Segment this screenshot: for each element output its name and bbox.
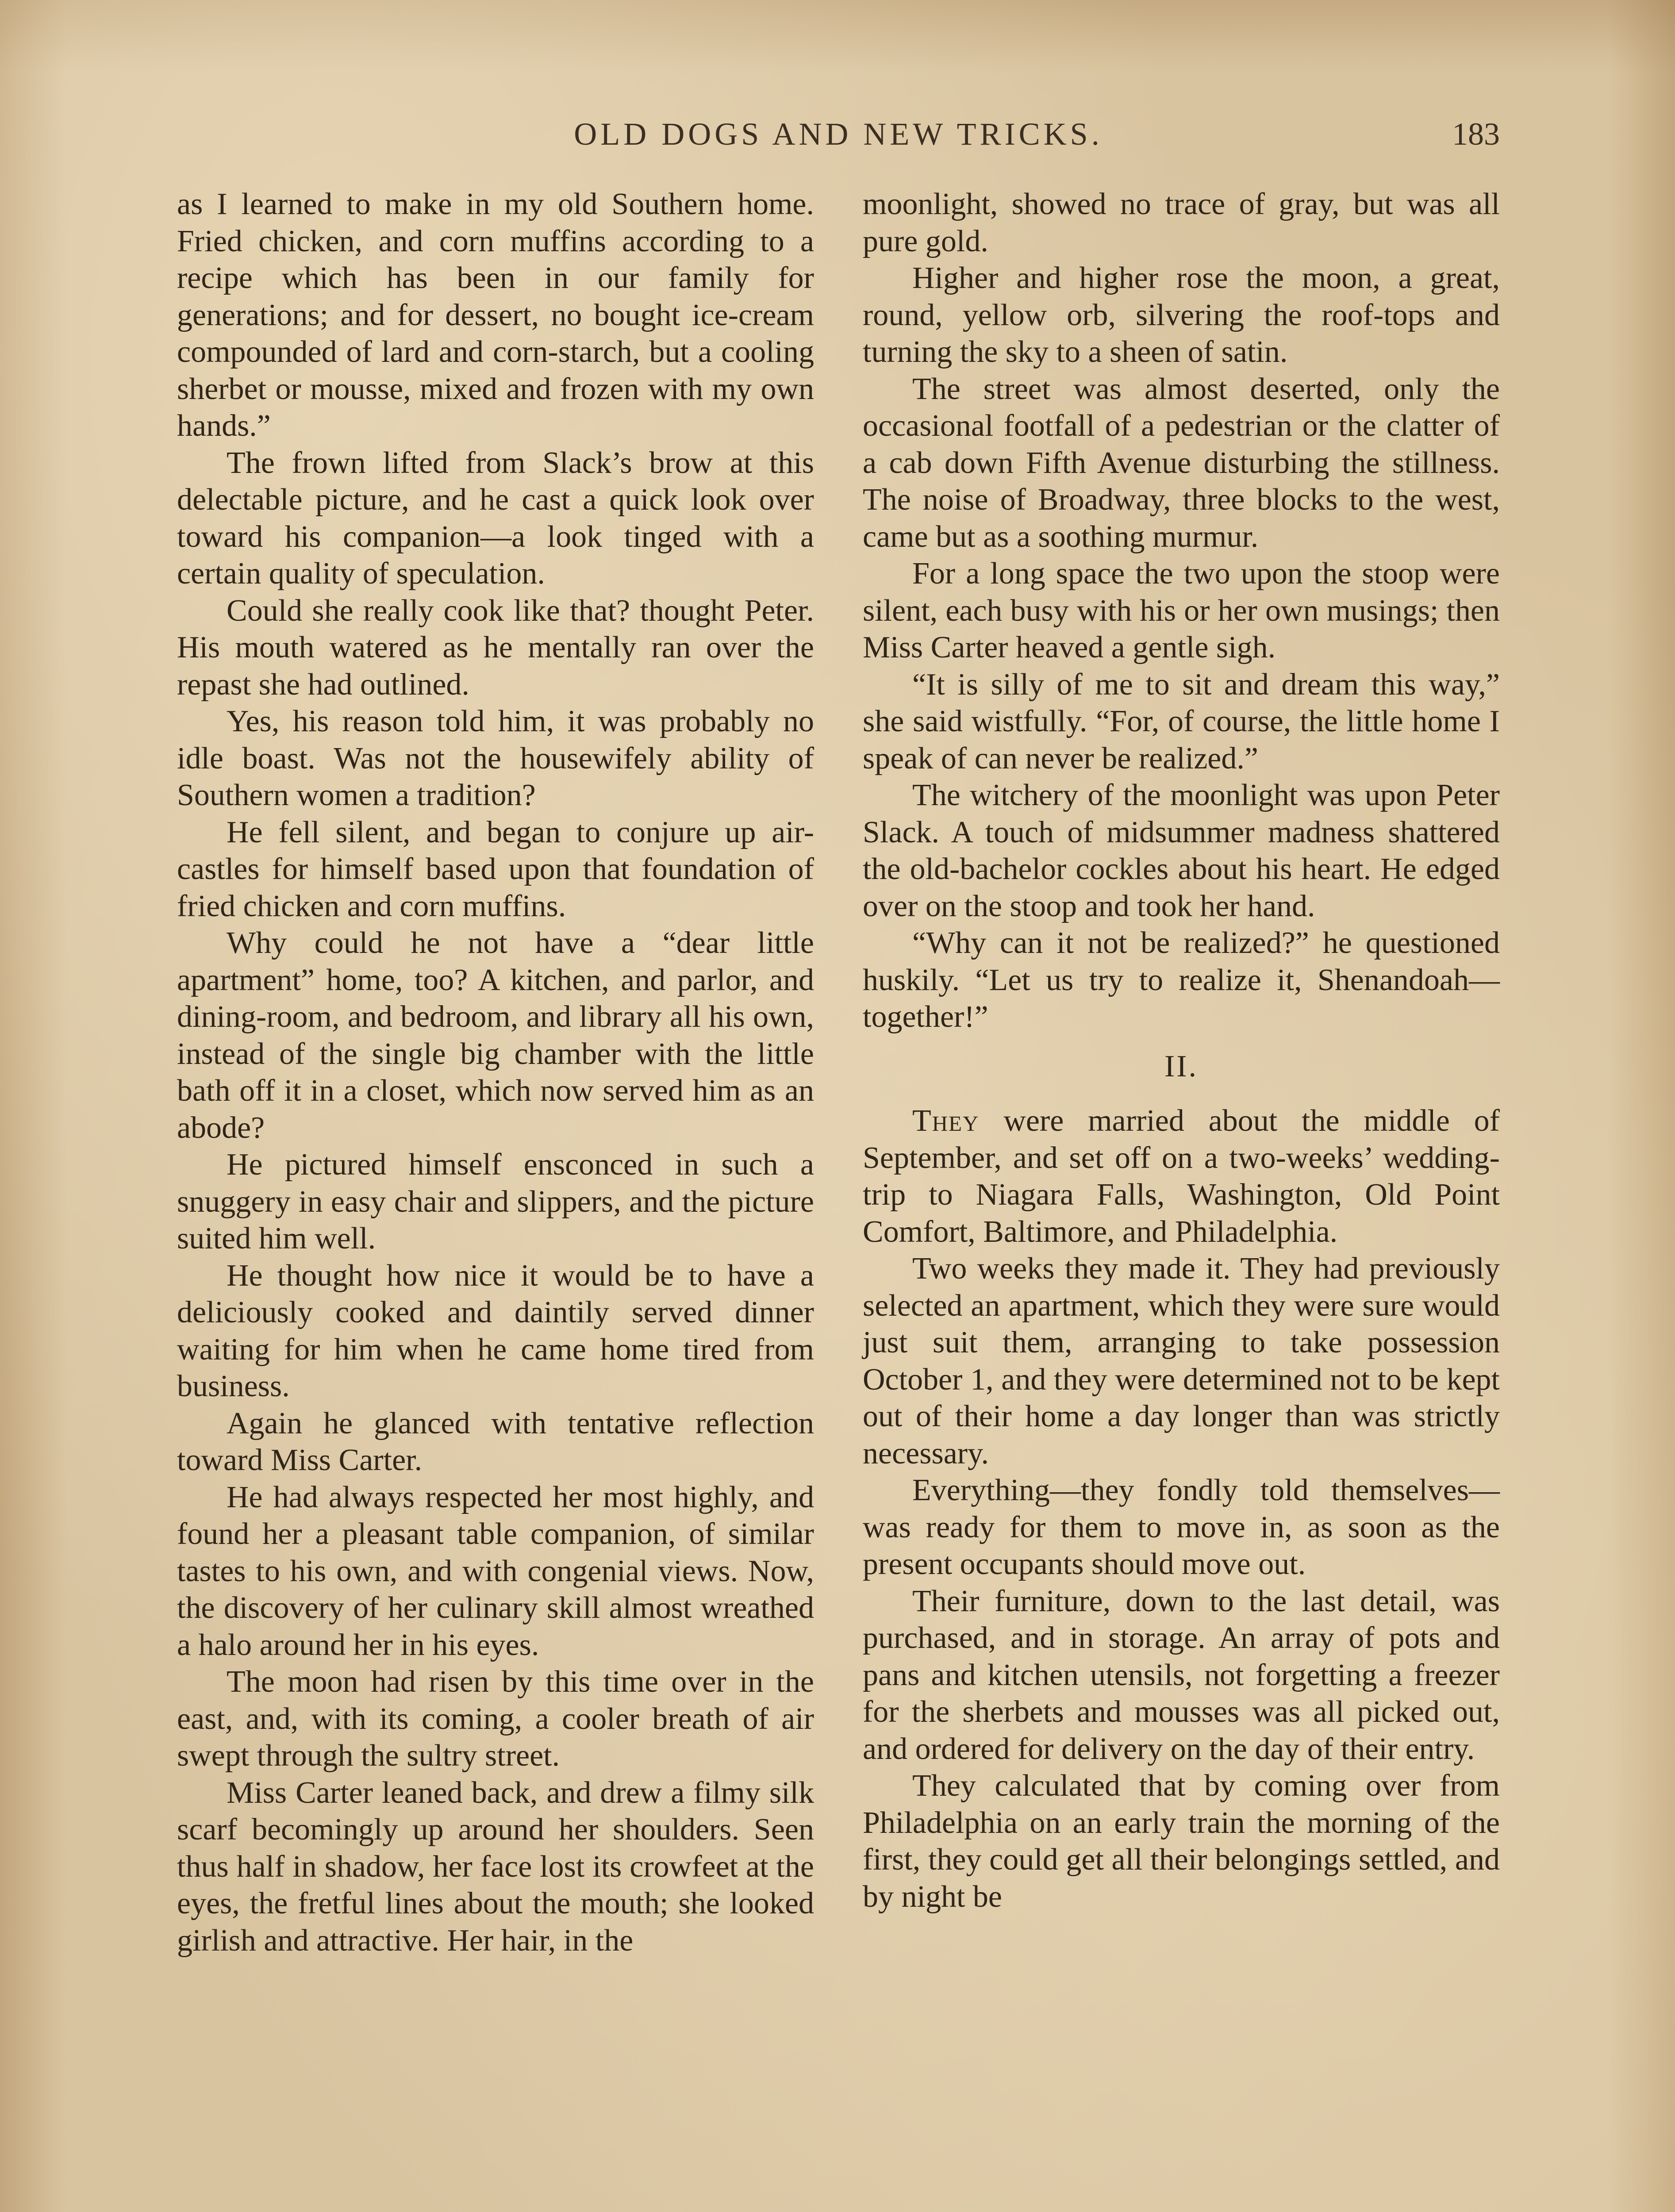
- paragraph: He thought how nice it would be to have a deliciously cooked and daintily served dinner waiting for him when he came home tired from business.: [177, 1258, 814, 1403]
- paragraph: Two weeks they made it. They had previously selected an apartment, which they were sure would just suit them, arranging to take possession October 1, and they were determined not to be kept out of their home a day longer than was strictly necessary.: [863, 1252, 1500, 1471]
- section-lead-word: They: [912, 1104, 980, 1138]
- paragraph: The street was almost deserted, only the occasional footfall of a pedestrian or the clatter of a cab down Fifth Avenue disturbing the stillness. The noise of Broadway, three blocks to the west, came but as a soothing murmur.: [863, 372, 1500, 554]
- paragraph: Why could he not have a “dear little apartment” home, too? A kitchen, and parlor, and dining-room, and bedroom, and library all his own, instead of the single big chamber with the little bath off it in a closet, which now served him as an abode?: [177, 926, 814, 1145]
- page-header: [177, 116, 1500, 156]
- paragraph: Everything—they fondly told themselves—was ready for them to move in, as soon as the present occupants should move out.: [863, 1473, 1500, 1581]
- paragraph: The moon had risen by this time over in the east, and, with its coming, a cooler breath of air swept through the sultry street.: [177, 1665, 814, 1773]
- paragraph: For a long space the two upon the stoop were silent, each busy with his or her own musings; then Miss Carter heaved a gentle sigh.: [863, 557, 1500, 664]
- paragraph: Again he glanced with tentative reflection toward Miss Carter.: [177, 1406, 814, 1477]
- running-head: OLD DOGS AND NEW TRICKS.: [574, 116, 1103, 152]
- paragraph: Their furniture, down to the last detail, was purchased, and in storage. An array of pots and pans and kitchen utensils, not forgetting a freezer for the sherbets and mousses was all picked out, and ordered for delivery on the day of their entry.: [863, 1584, 1500, 1766]
- paragraph: Could she really cook like that? thought Peter. His mouth watered as he mentally ran over the repast she had outlined.: [177, 593, 814, 702]
- paragraph: Miss Carter leaned back, and drew a filmy silk scarf becomingly up around her shoulders. Seen thus half in shadow, her face lost its crowfeet at the eyes, the fretful lines about the mouth; she looked girlish and attractive. Her hair, in the: [177, 1775, 814, 1958]
- paragraph: as I learned to make in my old Southern home. Fried chicken, and corn muffins according to a recipe which has been in our family for generations; and for dessert, no bought ice-cream compounded of lard and corn-starch, but a cooling sherbet or mousse, mixed and frozen with my own hands.”: [177, 187, 814, 443]
- section-opening-paragraph: [863, 1102, 1500, 1250]
- paragraph: moonlight, showed no trace of gray, but was all pure gold.: [863, 187, 1500, 258]
- paragraph: “Why can it not be realized?” he questioned huskily. “Let us try to realize it, Shenandoah—together!”: [863, 926, 1500, 1034]
- page-number: 183: [1452, 116, 1500, 152]
- right-column: [863, 186, 1500, 2212]
- paragraph: He pictured himself ensconced in such a snuggery in easy chair and slippers, and the picture suited him well.: [177, 1148, 814, 1256]
- paragraph: Yes, his reason told him, it was probably no idle boast. Was not the housewifely ability of Southern women a tradition?: [177, 704, 814, 812]
- paragraph: He fell silent, and began to conjure up air-castles for himself based upon that foundation of fried chicken and corn muffins.: [177, 815, 814, 923]
- section-opening-text: were married about the middle of September, and set off on a two-weeks’ wedding-trip to Niagara Falls, Washington, Old Point Comfort, Baltimore, and Philadelphia.: [863, 1104, 1500, 1249]
- paragraph: The frown lifted from Slack’s brow at this delectable picture, and he cast a quick look over toward his companion—a look tinged with a certain quality of speculation.: [177, 445, 814, 591]
- section-numeral: II.: [1164, 1049, 1199, 1083]
- paragraph: He had always respected her most highly, and found her a pleasant table companion, of similar tastes to his own, and with congenial views. Now, the discovery of her culinary skill almost wreathed a halo around her in his eyes.: [177, 1480, 814, 1662]
- paragraph: The witchery of the moonlight was upon Peter Slack. A touch of midsummer madness shattered the old-bachelor cockles about his heart. He edged over on the stoop and took her hand.: [863, 778, 1500, 923]
- paragraph: Higher and higher rose the moon, a great, round, yellow orb, silvering the roof-tops and turning the sky to a sheen of satin.: [863, 261, 1500, 369]
- left-column: [177, 186, 814, 2212]
- text-columns: [177, 186, 1500, 2212]
- paragraph: “It is silly of me to sit and dream this way,” she said wistfully. “For, of course, the little home I speak of can never be realized.”: [863, 667, 1500, 776]
- paragraph: They calculated that by coming over from Philadelphia on an early train the morning of the first, they could get all their belongings settled, and by night be: [863, 1769, 1500, 1914]
